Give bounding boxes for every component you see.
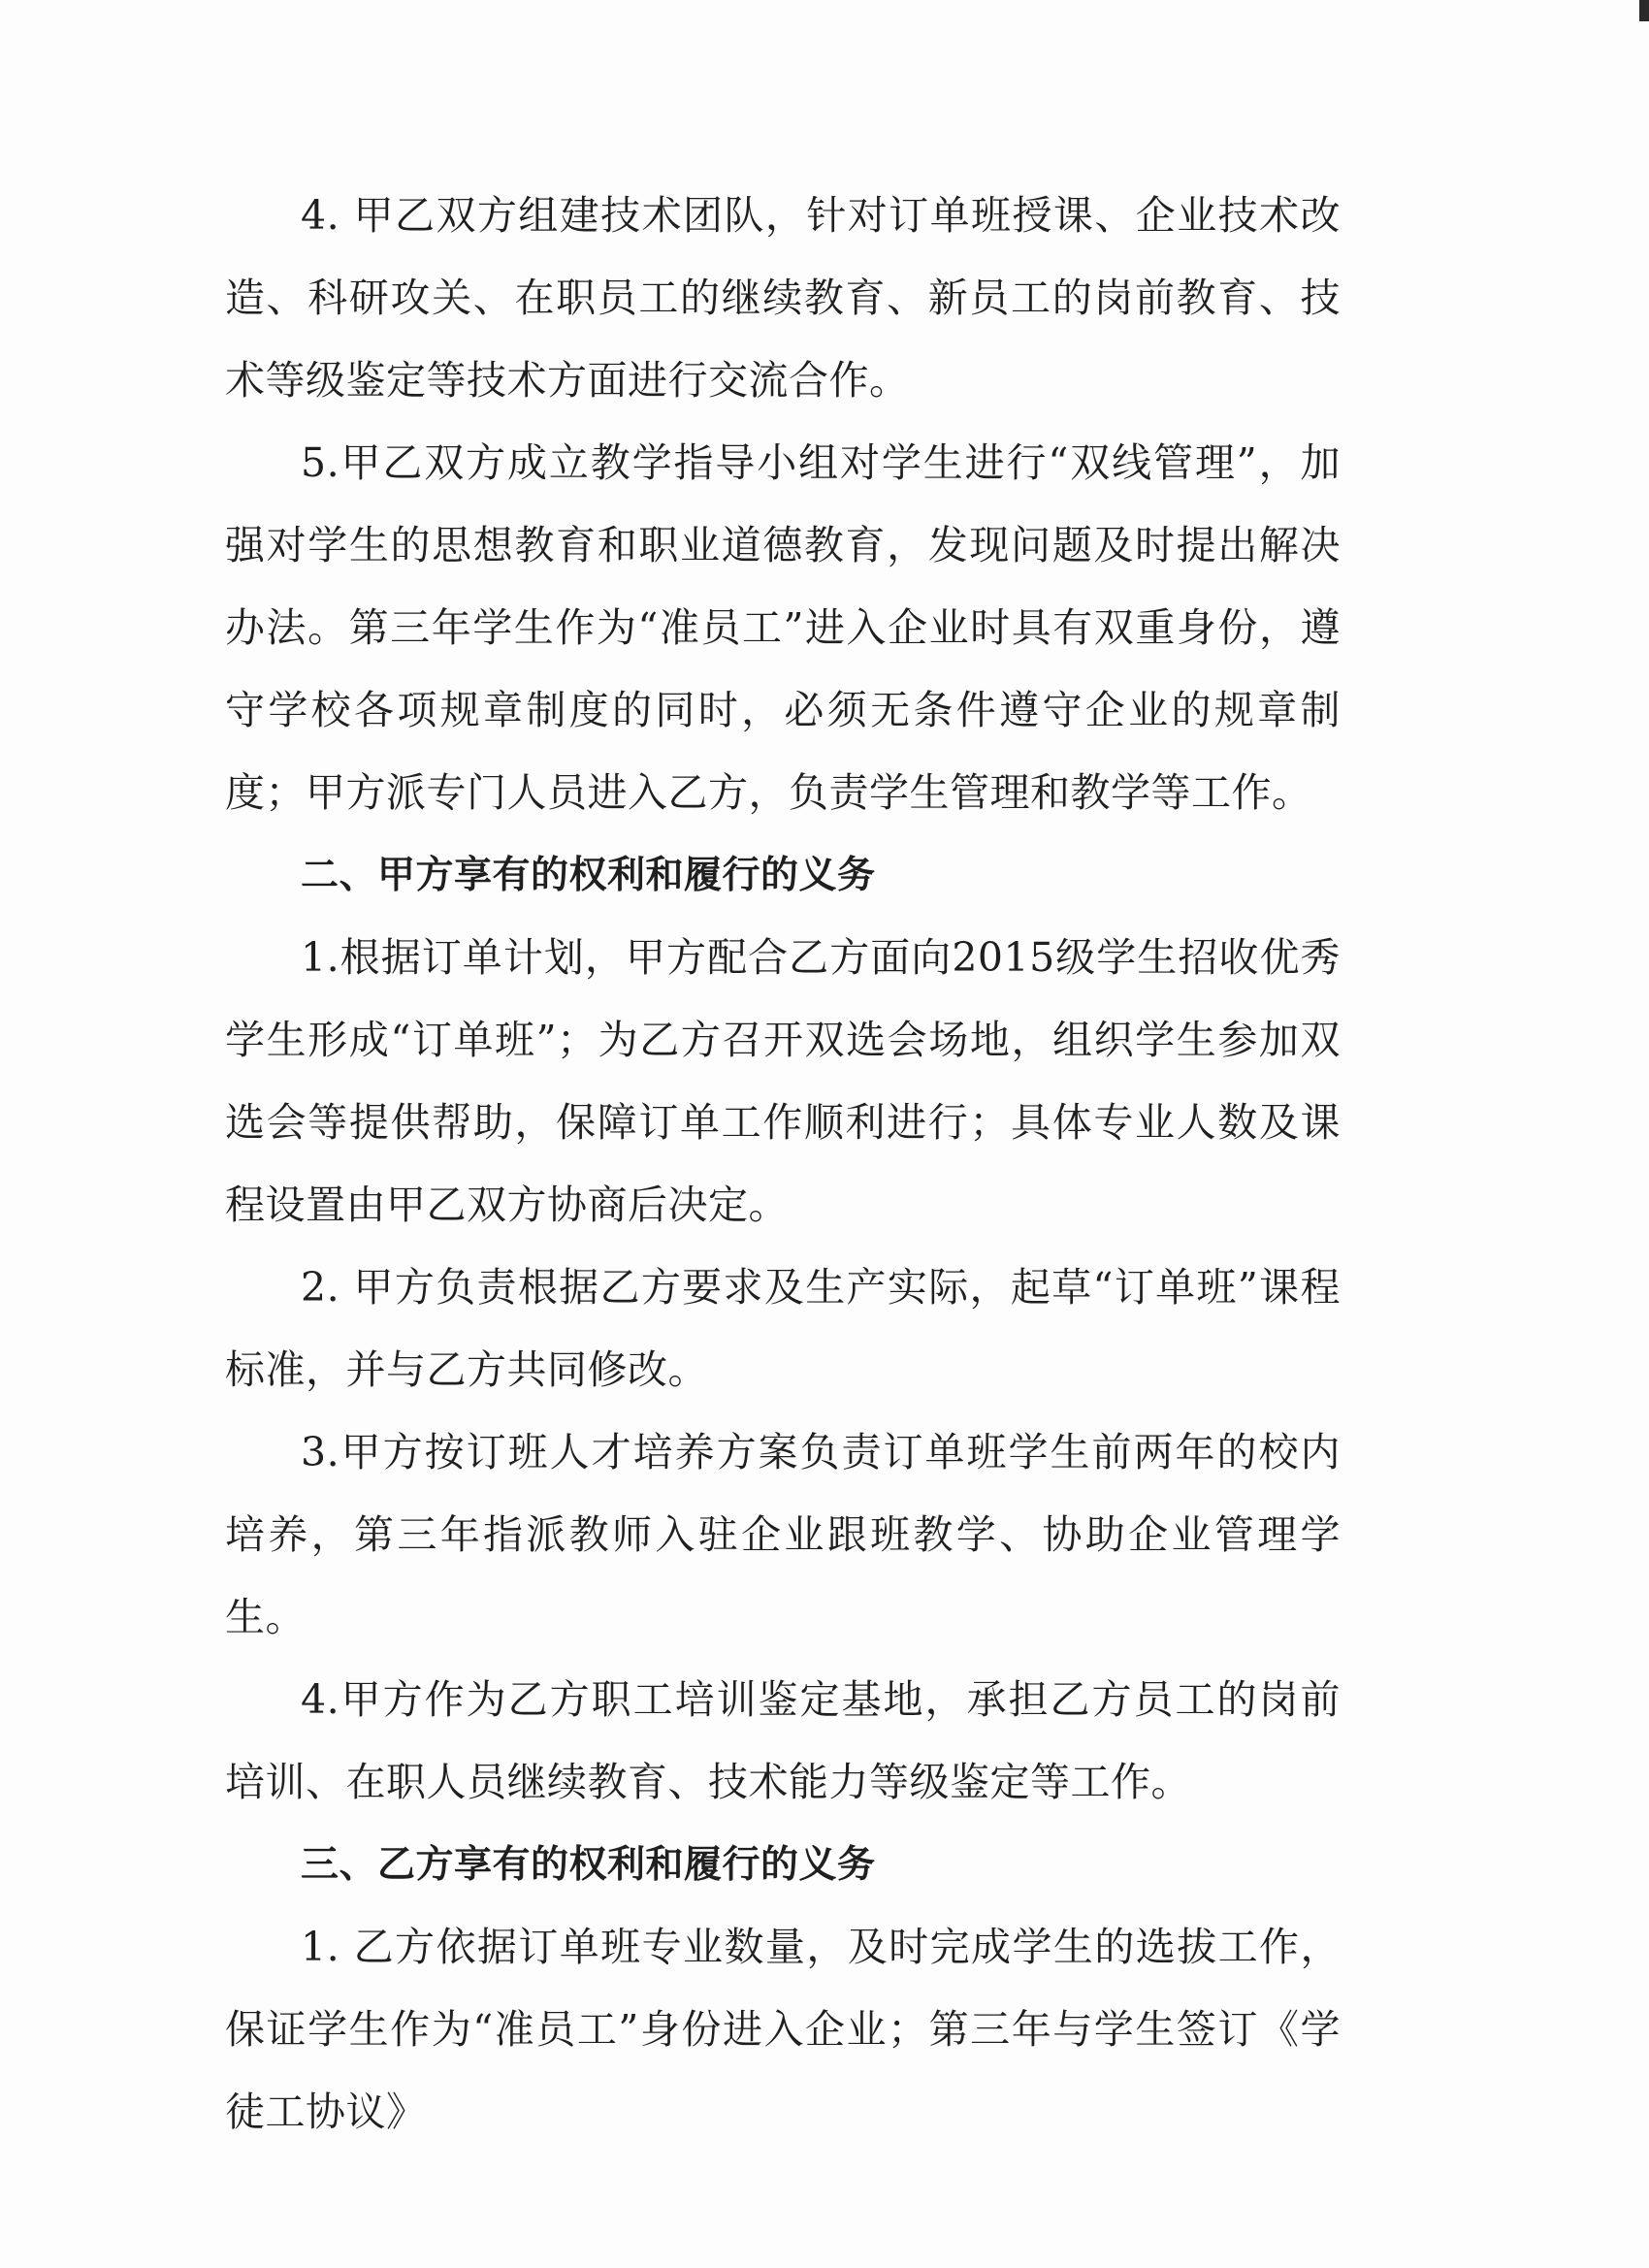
paragraph-party-a-2: 2. 甲方负责根据乙方要求及生产实际，起草“订单班”课程标准，并与乙方共同修改。 — [225, 1264, 1341, 1393]
scan-edge-mark — [1639, 0, 1649, 21]
paragraph-party-b-1: 1. 乙方依据订单班专业数量，及时完成学生的选拔工作，保证学生作为“准员工”身份进入企业；第三年与学生签订《学徒工协议》 — [225, 1924, 1341, 2135]
paragraph-party-a-4: 4.甲方作为乙方职工培训鉴定基地，承担乙方员工的岗前培训、在职人员继续教育、技术能力等级鉴定等工作。 — [225, 1676, 1341, 1805]
document-body — [225, 175, 1341, 2154]
paragraph-party-a-3: 3.甲方按订班人才培养方案负责订单班学生前两年的校内培养，第三年指派教师入驻企业跟班教学、协助企业管理学生。 — [225, 1429, 1341, 1640]
section-heading-party-a: 二、甲方享有的权利和履行的义务 — [301, 854, 876, 897]
paragraph-party-a-1: 1.根据订单计划，甲方配合乙方面向2015级学生招收优秀学生形成“订单班”；为乙方召开双选会场地，组织学生参加双选会等提供帮助，保障订单工作顺利进行；具体专业人数及课程设置由甲乙双方协商后决定。 — [225, 934, 1341, 1228]
paragraph-clause-4: 4. 甲乙双方组建技术团队，针对订单班授课、企业技术改造、科研攻关、在职员工的继续教育、新员工的岗前教育、技术等级鉴定等技术方面进行交流合作。 — [225, 192, 1341, 404]
section-heading-party-b: 三、乙方享有的权利和履行的义务 — [301, 1843, 876, 1887]
paragraph-clause-5: 5.甲乙双方成立教学指导小组对学生进行“双线管理”，加强对学生的思想教育和职业道德教育，发现问题及时提出解决办法。第三年学生作为“准员工”进入企业时具有双重身份，遵守学校各项规章制度的同时，必须无条件遵守企业的规章制度；甲方派专门人员进入乙方，负责学生管理和教学等工作。 — [225, 439, 1341, 816]
